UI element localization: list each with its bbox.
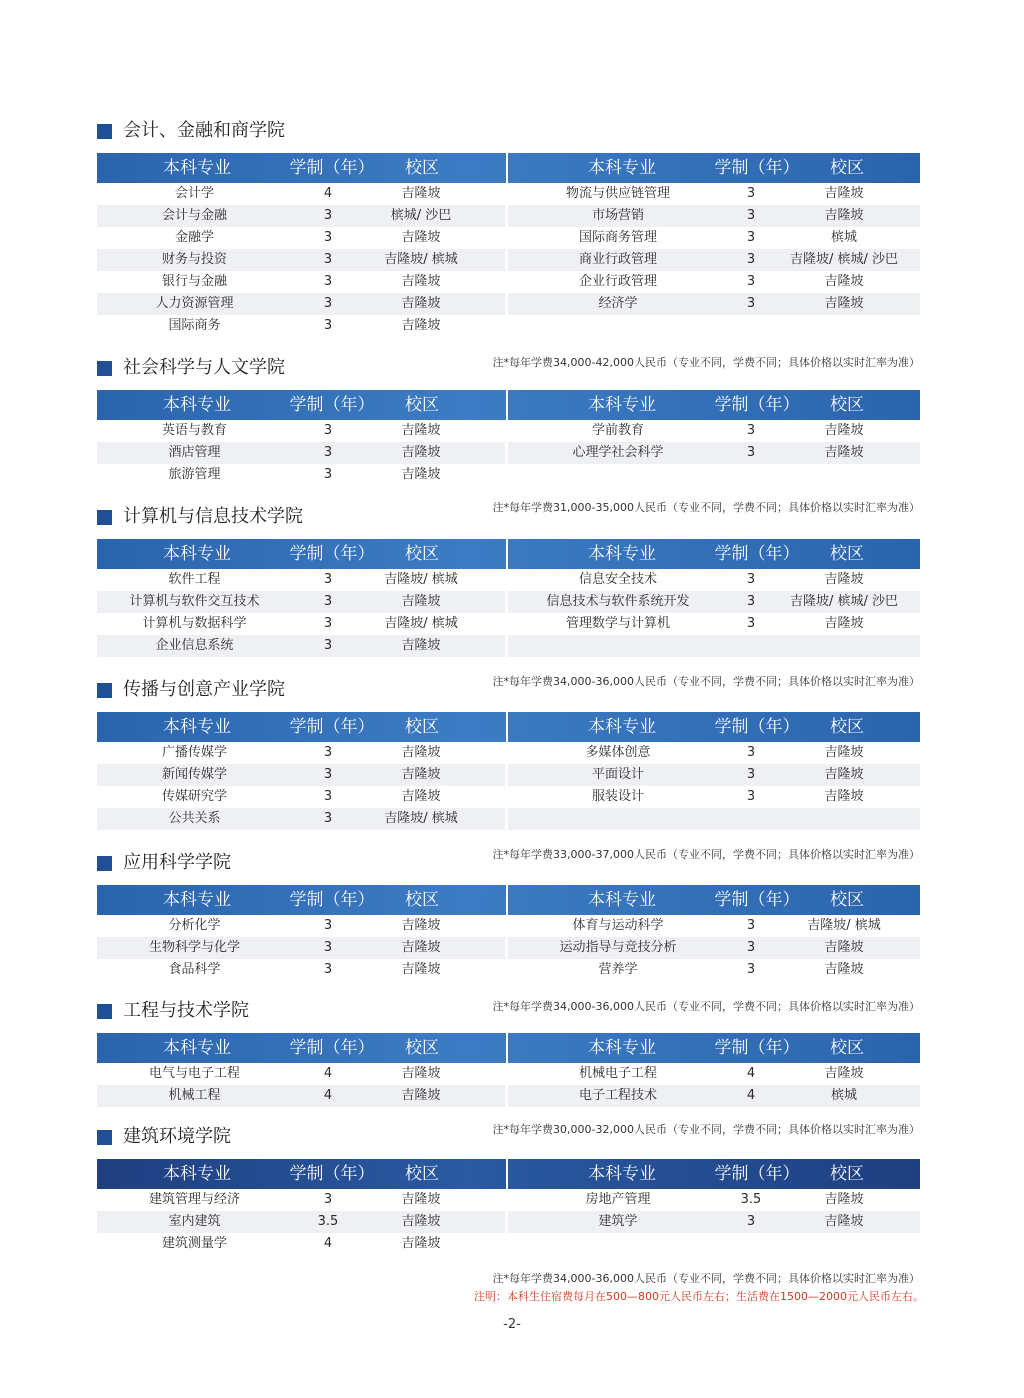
campus: 吉隆坡/ 槟城 [384, 572, 458, 587]
table-row [97, 808, 920, 830]
duration-years: 3 [323, 767, 333, 782]
campus: 吉隆坡/ 槟城 [384, 811, 458, 826]
campus: 吉隆坡 [824, 296, 864, 311]
duration-years: 3 [746, 423, 756, 438]
tuition-note: 注*每年学费34,000-42,000人民币（专业不同，学费不同；具体价格以实时汇率为准） [492, 356, 920, 369]
column-header-major: 本科专业 [163, 1038, 231, 1058]
campus: 吉隆坡 [401, 186, 441, 201]
major-name: 会计与金融 [161, 208, 227, 223]
column-divider [506, 390, 508, 420]
major-name: 体育与运动科学 [572, 918, 664, 933]
column-header-major: 本科专业 [163, 544, 231, 564]
column-divider [506, 885, 508, 915]
table-row [97, 420, 920, 442]
major-name: 建筑管理与经济 [148, 1192, 240, 1207]
column-header-duration: 学制（年） [289, 890, 375, 910]
table-row [97, 786, 920, 808]
duration-years: 4 [323, 1066, 333, 1081]
campus: 吉隆坡 [401, 638, 441, 653]
major-name: 信息技术与软件系统开发 [546, 594, 690, 609]
section-block [97, 852, 920, 977]
major-name: 电子工程技术 [578, 1088, 657, 1103]
duration-years: 3 [323, 318, 333, 333]
column-header-campus: 校区 [830, 544, 864, 564]
column-header-duration: 学制（年） [289, 717, 375, 737]
duration-years: 3 [746, 252, 756, 267]
major-name: 国际商务 [168, 318, 221, 333]
major-name: 新闻传媒学 [161, 767, 227, 782]
column-header-duration: 学制（年） [289, 1038, 375, 1058]
table-row [97, 915, 920, 937]
campus: 槟城/ 沙巴 [390, 208, 452, 223]
campus: 吉隆坡/ 槟城 [384, 252, 458, 267]
campus: 吉隆坡 [824, 572, 864, 587]
major-name: 银行与金融 [161, 274, 227, 289]
campus: 吉隆坡 [401, 1236, 441, 1251]
major-name: 广播传媒学 [161, 745, 227, 760]
major-name: 平面设计 [591, 767, 644, 782]
duration-years: 3 [323, 467, 333, 482]
campus: 吉隆坡 [401, 1192, 441, 1207]
campus: 吉隆坡 [401, 745, 441, 760]
column-header-duration: 学制（年） [289, 1164, 375, 1184]
column-header-campus: 校区 [830, 717, 864, 737]
column-header-major: 本科专业 [163, 1164, 231, 1184]
major-name: 经济学 [598, 296, 638, 311]
tuition-note: 注*每年学费31,000-35,000人民币（专业不同，学费不同；具体价格以实时汇率为准） [492, 501, 920, 514]
table-row [97, 764, 920, 786]
major-name: 软件工程 [168, 572, 221, 587]
column-header-campus: 校区 [405, 1038, 439, 1058]
campus: 吉隆坡 [824, 616, 864, 631]
section-title: 传播与创意产业学院 [123, 679, 285, 700]
section-header [97, 852, 920, 878]
column-header-major: 本科专业 [588, 544, 656, 564]
campus: 吉隆坡 [401, 467, 441, 482]
major-name: 房地产管理 [585, 1192, 651, 1207]
major-name: 生物科学与化学 [148, 940, 240, 955]
duration-years: 3 [323, 208, 333, 223]
table-row [97, 1063, 920, 1085]
duration-years: 3 [323, 445, 333, 460]
duration-years: 3.5 [740, 1192, 762, 1207]
duration-years: 3 [746, 572, 756, 587]
campus: 吉隆坡 [824, 940, 864, 955]
square-bullet-icon [97, 683, 112, 698]
duration-years: 4 [746, 1066, 756, 1081]
duration-years: 3 [746, 767, 756, 782]
campus: 吉隆坡 [401, 918, 441, 933]
section-block [97, 679, 920, 826]
programs-table [97, 1159, 920, 1255]
table-row [97, 635, 920, 657]
major-name: 运动指导与竞技分析 [559, 940, 677, 955]
duration-years: 3 [323, 940, 333, 955]
column-header-campus: 校区 [830, 1038, 864, 1058]
campus: 槟城 [830, 230, 857, 245]
programs-table [97, 390, 920, 486]
campus: 吉隆坡 [401, 1088, 441, 1103]
column-header-major: 本科专业 [588, 890, 656, 910]
table-row [97, 1233, 920, 1255]
column-header-major: 本科专业 [588, 717, 656, 737]
campus: 吉隆坡 [401, 296, 441, 311]
campus: 吉隆坡 [401, 274, 441, 289]
duration-years: 4 [323, 1236, 333, 1251]
campus: 吉隆坡 [401, 767, 441, 782]
row-background [508, 808, 920, 830]
duration-years: 3 [746, 745, 756, 760]
duration-years: 3 [746, 208, 756, 223]
accommodation-note: 注明：本科生住宿费每月在500—800元人民币左右；生活费在1500—2000元人民币左右。 [474, 1290, 924, 1303]
table-row [97, 569, 920, 591]
major-name: 财务与投资 [161, 252, 227, 267]
campus: 吉隆坡 [401, 1214, 441, 1229]
campus: 吉隆坡 [824, 445, 864, 460]
section-title: 应用科学学院 [123, 852, 231, 873]
row-background [508, 315, 920, 337]
table-row [97, 959, 920, 981]
programs-table [97, 153, 920, 337]
column-header-campus: 校区 [405, 717, 439, 737]
column-header-campus: 校区 [405, 395, 439, 415]
table-row [97, 293, 920, 315]
campus: 吉隆坡 [401, 940, 441, 955]
duration-years: 4 [746, 1088, 756, 1103]
table-row [97, 1085, 920, 1107]
duration-years: 3 [746, 230, 756, 245]
table-row [97, 591, 920, 613]
table-row [97, 937, 920, 959]
column-header-campus: 校区 [830, 1164, 864, 1184]
duration-years: 3 [323, 274, 333, 289]
major-name: 服装设计 [591, 789, 644, 804]
major-name: 学前教育 [591, 423, 644, 438]
duration-years: 3 [323, 638, 333, 653]
table-header [97, 539, 920, 569]
campus: 吉隆坡 [824, 767, 864, 782]
column-header-duration: 学制（年） [714, 890, 800, 910]
duration-years: 3 [323, 423, 333, 438]
table-row [97, 183, 920, 205]
duration-years: 3 [746, 962, 756, 977]
programs-table [97, 712, 920, 830]
campus: 吉隆坡/ 槟城 [384, 616, 458, 631]
duration-years: 3 [746, 616, 756, 631]
column-header-duration: 学制（年） [714, 544, 800, 564]
row-background [508, 464, 920, 486]
table-row [97, 271, 920, 293]
row-background [508, 635, 920, 657]
major-name: 建筑学 [598, 1214, 638, 1229]
table-row [97, 227, 920, 249]
programs-table [97, 1033, 920, 1107]
column-header-major: 本科专业 [163, 717, 231, 737]
major-name: 电气与电子工程 [148, 1066, 240, 1081]
campus: 吉隆坡/ 槟城/ 沙巴 [789, 252, 899, 267]
campus: 吉隆坡 [401, 318, 441, 333]
major-name: 酒店管理 [168, 445, 221, 460]
column-header-major: 本科专业 [588, 1164, 656, 1184]
duration-years: 3 [323, 572, 333, 587]
major-name: 计算机与数据科学 [142, 616, 247, 631]
campus: 吉隆坡 [401, 445, 441, 460]
column-header-campus: 校区 [830, 395, 864, 415]
table-header [97, 712, 920, 742]
programs-table [97, 885, 920, 981]
column-header-campus: 校区 [405, 1164, 439, 1184]
section-title: 建筑环境学院 [123, 1126, 231, 1147]
major-name: 分析化学 [168, 918, 221, 933]
column-header-duration: 学制（年） [714, 1038, 800, 1058]
major-name: 机械电子工程 [578, 1066, 657, 1081]
table-header [97, 1159, 920, 1189]
campus: 吉隆坡 [824, 962, 864, 977]
table-row [97, 442, 920, 464]
duration-years: 3 [323, 918, 333, 933]
column-header-campus: 校区 [405, 158, 439, 178]
major-name: 企业行政管理 [578, 274, 657, 289]
square-bullet-icon [97, 361, 112, 376]
major-name: 机械工程 [168, 1088, 221, 1103]
major-name: 金融学 [174, 230, 214, 245]
section-header [97, 679, 920, 705]
major-name: 企业信息系统 [155, 638, 234, 653]
duration-years: 3 [323, 616, 333, 631]
campus: 吉隆坡 [401, 594, 441, 609]
campus: 吉隆坡 [401, 230, 441, 245]
duration-years: 3 [746, 940, 756, 955]
column-header-duration: 学制（年） [714, 1164, 800, 1184]
section-title: 社会科学与人文学院 [123, 357, 285, 378]
table-row [97, 742, 920, 764]
table-row [97, 249, 920, 271]
duration-years: 3 [746, 918, 756, 933]
page-number: -2- [503, 1317, 521, 1332]
table-row [97, 1189, 920, 1211]
section-block [97, 120, 920, 333]
table-row [97, 315, 920, 337]
duration-years: 3 [746, 1214, 756, 1229]
column-header-major: 本科专业 [163, 890, 231, 910]
duration-years: 3 [746, 186, 756, 201]
campus: 吉隆坡 [824, 1214, 864, 1229]
duration-years: 3 [323, 252, 333, 267]
table-header [97, 153, 920, 183]
major-name: 食品科学 [168, 962, 221, 977]
major-name: 建筑测量学 [161, 1236, 227, 1251]
campus: 吉隆坡 [824, 1066, 864, 1081]
column-header-major: 本科专业 [163, 158, 231, 178]
campus: 槟城 [830, 1088, 857, 1103]
square-bullet-icon [97, 124, 112, 139]
column-header-duration: 学制（年） [289, 544, 375, 564]
campus: 吉隆坡 [824, 186, 864, 201]
column-divider [506, 1033, 508, 1063]
major-name: 信息安全技术 [578, 572, 657, 587]
section-title: 工程与技术学院 [123, 1000, 249, 1021]
campus: 吉隆坡/ 槟城/ 沙巴 [789, 594, 899, 609]
campus: 吉隆坡 [824, 1192, 864, 1207]
column-divider [506, 1159, 508, 1189]
section-header [97, 357, 920, 383]
column-header-duration: 学制（年） [714, 158, 800, 178]
column-header-duration: 学制（年） [289, 158, 375, 178]
square-bullet-icon [97, 1130, 112, 1145]
campus: 吉隆坡 [824, 208, 864, 223]
duration-years: 4 [323, 1088, 333, 1103]
duration-years: 3 [323, 1192, 333, 1207]
major-name: 市场营销 [591, 208, 644, 223]
campus: 吉隆坡 [401, 962, 441, 977]
major-name: 营养学 [598, 962, 638, 977]
tuition-note: 注*每年学费34,000-36,000人民币（专业不同，学费不同；具体价格以实时汇率为准） [492, 1272, 920, 1285]
major-name: 人力资源管理 [155, 296, 234, 311]
column-header-duration: 学制（年） [289, 395, 375, 415]
square-bullet-icon [97, 1004, 112, 1019]
table-row [97, 464, 920, 486]
column-header-major: 本科专业 [588, 395, 656, 415]
table-header [97, 1033, 920, 1063]
major-name: 心理学社会科学 [572, 445, 664, 460]
section-header [97, 506, 920, 532]
column-divider [506, 712, 508, 742]
campus: 吉隆坡 [824, 423, 864, 438]
major-name: 物流与供应链管理 [565, 186, 670, 201]
duration-years: 3 [323, 594, 333, 609]
column-header-duration: 学制（年） [714, 717, 800, 737]
campus: 吉隆坡 [401, 1066, 441, 1081]
campus: 吉隆坡 [401, 423, 441, 438]
major-name: 国际商务管理 [578, 230, 657, 245]
campus: 吉隆坡/ 槟城 [807, 918, 881, 933]
table-header [97, 390, 920, 420]
major-name: 计算机与软件交互技术 [129, 594, 260, 609]
duration-years: 3 [746, 296, 756, 311]
tuition-note: 注*每年学费34,000-36,000人民币（专业不同，学费不同；具体价格以实时汇率为准） [492, 1000, 920, 1013]
major-name: 传媒研究学 [161, 789, 227, 804]
duration-years: 3 [746, 594, 756, 609]
tuition-note: 注*每年学费34,000-36,000人民币（专业不同，学费不同；具体价格以实时汇率为准） [492, 675, 920, 688]
row-background [508, 1233, 920, 1255]
major-name: 旅游管理 [168, 467, 221, 482]
duration-years: 3 [746, 789, 756, 804]
section-title: 计算机与信息技术学院 [123, 506, 303, 527]
duration-years: 3 [746, 274, 756, 289]
duration-years: 3 [323, 296, 333, 311]
section-header [97, 120, 920, 146]
table-row [97, 1211, 920, 1233]
table-row [97, 205, 920, 227]
column-header-campus: 校区 [830, 890, 864, 910]
campus: 吉隆坡 [824, 789, 864, 804]
column-header-major: 本科专业 [588, 1038, 656, 1058]
column-header-campus: 校区 [830, 158, 864, 178]
major-name: 公共关系 [168, 811, 221, 826]
section-block [97, 1000, 920, 1103]
square-bullet-icon [97, 510, 112, 525]
column-header-major: 本科专业 [163, 395, 231, 415]
duration-years: 3 [323, 230, 333, 245]
tuition-note: 注*每年学费33,000-37,000人民币（专业不同，学费不同；具体价格以实时汇率为准） [492, 848, 920, 861]
section-title: 会计、金融和商学院 [123, 120, 285, 141]
campus: 吉隆坡 [401, 789, 441, 804]
section-block [97, 1126, 920, 1251]
duration-years: 3 [323, 811, 333, 826]
column-header-major: 本科专业 [588, 158, 656, 178]
duration-years: 4 [323, 186, 333, 201]
duration-years: 3.5 [317, 1214, 339, 1229]
major-name: 会计学 [174, 186, 214, 201]
column-divider [506, 153, 508, 183]
campus: 吉隆坡 [824, 745, 864, 760]
duration-years: 3 [323, 962, 333, 977]
major-name: 多媒体创意 [585, 745, 651, 760]
major-name: 商业行政管理 [578, 252, 657, 267]
column-header-campus: 校区 [405, 890, 439, 910]
programs-table [97, 539, 920, 657]
duration-years: 3 [323, 789, 333, 804]
section-block [97, 506, 920, 653]
duration-years: 3 [323, 745, 333, 760]
major-name: 室内建筑 [168, 1214, 221, 1229]
column-header-campus: 校区 [405, 544, 439, 564]
section-header [97, 1000, 920, 1026]
tuition-note: 注*每年学费30,000-32,000人民币（专业不同，学费不同；具体价格以实时汇率为准） [492, 1123, 920, 1136]
column-divider [506, 539, 508, 569]
square-bullet-icon [97, 856, 112, 871]
duration-years: 3 [746, 445, 756, 460]
section-header [97, 1126, 920, 1152]
section-block [97, 357, 920, 482]
table-header [97, 885, 920, 915]
major-name: 英语与教育 [161, 423, 227, 438]
major-name: 管理数学与计算机 [565, 616, 670, 631]
column-header-duration: 学制（年） [714, 395, 800, 415]
table-row [97, 613, 920, 635]
campus: 吉隆坡 [824, 274, 864, 289]
